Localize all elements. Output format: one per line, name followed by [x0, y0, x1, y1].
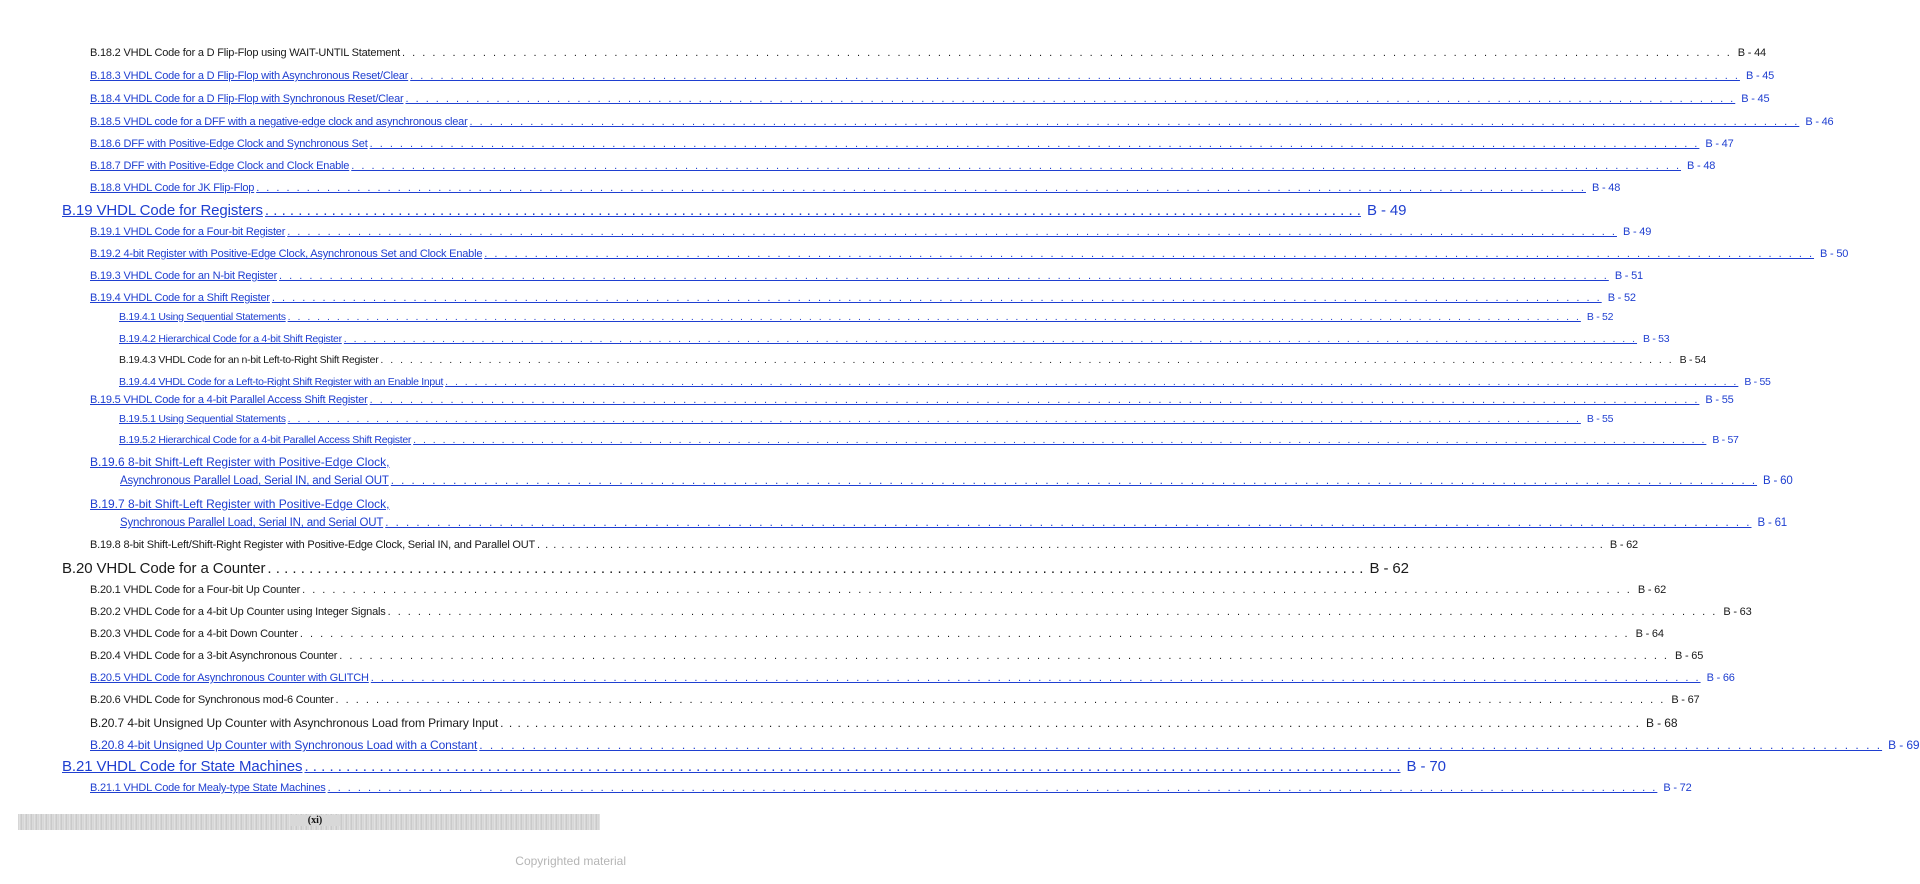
dot-leader — [371, 673, 1701, 684]
dot-leader — [339, 651, 1669, 662]
dot-leader — [288, 414, 1581, 425]
dot-leader — [445, 377, 1738, 388]
toc-entry-title: B.19.8 8-bit Shift-Left/Shift-Right Register with Positive-Edge Clock, Serial IN, and Parallel OUT — [90, 539, 536, 551]
toc-entry-title: B.20.3 VHDL Code for a 4-bit Down Counter — [90, 628, 298, 640]
toc-page-number: B - 48 — [1687, 160, 1716, 172]
toc-page-number: B - 64 — [1635, 628, 1664, 640]
toc-entry-title: B.19.4.3 VHDL Code for an n-bit Left-to-Right Shift Register — [119, 354, 379, 366]
dot-leader — [272, 293, 1602, 304]
dot-leader — [484, 249, 1814, 260]
dot-leader — [288, 312, 1581, 323]
toc-page-number: B - 70 — [1406, 758, 1446, 775]
toc-entry[interactable] — [119, 376, 1771, 388]
toc-entry-title: B.19.4 VHDL Code for a Shift Register — [90, 292, 270, 304]
toc-entry-title: B.19.1 VHDL Code for a Four-bit Register — [90, 226, 286, 238]
dot-leader — [344, 334, 1637, 345]
toc-page-number: B - 51 — [1614, 270, 1643, 282]
toc-entry-title: B.19.3 VHDL Code for an N-bit Register — [90, 270, 278, 282]
toc-entry[interactable] — [120, 475, 1793, 488]
toc-entry-title: B.19.5 VHDL Code for a 4-bit Parallel Access Shift Register — [90, 394, 368, 406]
toc-entry[interactable] — [120, 517, 1787, 530]
dot-leader — [370, 395, 1700, 406]
toc-entry[interactable] — [90, 93, 1770, 105]
toc-entry-title-line[interactable]: B.19.7 8-bit Shift-Left Register with Positive-Edge Clock, — [90, 497, 390, 511]
toc-entry-title: B.20.7 4-bit Unsigned Up Counter with Asynchronous Load from Primary Input — [90, 716, 499, 730]
toc-entry-title: B.18.4 VHDL Code for a D Flip-Flop with Synchronous Reset/Clear — [90, 93, 404, 105]
toc-section-heading[interactable] — [62, 202, 1407, 219]
toc-page-number: B - 60 — [1763, 475, 1793, 487]
toc-entry[interactable] — [90, 270, 1643, 282]
dot-leader — [287, 227, 1617, 238]
toc-entry[interactable] — [90, 138, 1734, 150]
toc-entry[interactable] — [119, 333, 1670, 345]
toc-entry-title: B.20.1 VHDL Code for a Four-bit Up Counter — [90, 584, 301, 596]
toc-entry-title: B.19.2 4-bit Register with Positive-Edge Clock, Asynchronous Set and Clock Enable — [90, 248, 483, 260]
dot-leader — [265, 203, 1361, 218]
dot-leader — [380, 355, 1673, 366]
toc-entry-title: Synchronous Parallel Load, Serial IN, and Serial OUT — [120, 517, 384, 529]
dot-leader — [479, 739, 1882, 751]
toc-entry — [90, 539, 1638, 551]
toc-page-number: B - 54 — [1679, 354, 1706, 366]
toc-page-number: B - 57 — [1712, 434, 1739, 446]
toc-entry — [90, 628, 1664, 640]
toc-page-number: B - 52 — [1607, 292, 1636, 304]
toc-entry-title: B.19.4.4 VHDL Code for a Left-to-Right Shift Register with an Enable Input — [119, 376, 444, 388]
toc-entry-title: B.18.7 DFF with Positive-Edge Clock and Clock Enable — [90, 160, 350, 172]
dot-leader — [402, 48, 1732, 59]
toc-page-number: B - 62 — [1637, 584, 1667, 596]
toc-entry-title: B.19.4.1 Using Sequential Statements — [119, 311, 286, 323]
toc-entry[interactable] — [90, 738, 1920, 752]
toc-entry-title: B.19 VHDL Code for Registers — [62, 202, 263, 219]
dot-leader — [304, 759, 1400, 774]
toc-entry — [90, 606, 1752, 618]
dot-leader — [385, 518, 1751, 530]
toc-entry[interactable] — [90, 782, 1692, 794]
dot-leader — [537, 540, 1604, 551]
toc-entry-title: B.21.1 VHDL Code for Mealy-type State Machines — [90, 782, 326, 794]
dot-leader — [470, 117, 1800, 128]
toc-entry[interactable] — [90, 160, 1716, 172]
toc-page-number: B - 48 — [1591, 182, 1621, 194]
toc-entry-title-line[interactable]: B.19.6 8-bit Shift-Left Register with Positive-Edge Clock, — [90, 455, 390, 469]
footer-page-number: (xi) — [290, 815, 340, 826]
toc-entry-title: B.19.5.1 Using Sequential Statements — [119, 413, 286, 425]
toc-entry[interactable] — [119, 434, 1739, 446]
toc-page-number: B - 44 — [1737, 47, 1766, 59]
toc-entry-title: B.18.2 VHDL Code for a D Flip-Flop using WAIT-UNTIL Statement — [90, 47, 400, 59]
toc-page-number: B - 47 — [1705, 138, 1734, 150]
toc-section-heading[interactable] — [62, 758, 1446, 775]
toc-page-number: B - 66 — [1706, 672, 1735, 684]
toc-page-number: B - 62 — [1369, 560, 1409, 577]
toc-page-number: B - 68 — [1646, 716, 1678, 730]
toc-entry — [90, 694, 1700, 706]
toc-entry[interactable] — [90, 70, 1775, 82]
dot-leader — [405, 94, 1735, 105]
toc-entry[interactable] — [90, 182, 1621, 194]
toc-entry[interactable] — [119, 311, 1614, 323]
dot-leader — [351, 161, 1681, 172]
dot-leader — [500, 717, 1640, 729]
toc-page-number: B - 72 — [1663, 782, 1692, 794]
toc-page-number: B - 63 — [1723, 606, 1752, 618]
dot-leader — [300, 629, 1630, 640]
toc-page-number: B - 46 — [1805, 116, 1834, 128]
toc-page-number: B - 45 — [1741, 93, 1770, 105]
toc-entry[interactable] — [90, 672, 1735, 684]
dot-leader — [267, 561, 1363, 576]
toc-entry — [90, 650, 1704, 662]
toc-page-number: B - 49 — [1622, 226, 1652, 238]
dot-leader — [388, 607, 1718, 618]
dot-leader — [336, 695, 1666, 706]
toc-page-number: B - 49 — [1366, 202, 1407, 219]
toc-page-number: B - 45 — [1745, 70, 1775, 82]
toc-entry — [119, 354, 1706, 366]
toc-entry-title: B.20.6 VHDL Code for Synchronous mod-6 Counter — [90, 694, 334, 706]
toc-entry-title: B.20.2 VHDL Code for a 4-bit Up Counter using Integer Signals — [90, 606, 386, 618]
toc-page-number: B - 55 — [1705, 394, 1734, 406]
toc-entry-title: B.19.4.2 Hierarchical Code for a 4-bit Shift Register — [119, 333, 342, 345]
toc-entry[interactable] — [90, 292, 1636, 304]
toc-entry-title: B.18.8 VHDL Code for JK Flip-Flop — [90, 182, 255, 194]
toc-entry[interactable] — [119, 413, 1614, 425]
toc-page-number: B - 69 — [1888, 738, 1920, 752]
toc-entry-title: B.21 VHDL Code for State Machines — [62, 758, 303, 775]
toc-entry-title: B.20.4 VHDL Code for a 3-bit Asynchronous Counter — [90, 650, 338, 662]
toc-page-number: B - 52 — [1586, 311, 1614, 323]
toc-page-number: B - 61 — [1757, 517, 1787, 529]
toc-page-number: B - 55 — [1744, 376, 1771, 388]
dot-leader — [370, 139, 1700, 150]
toc-entry-title: B.18.5 VHDL code for a DFF with a negative-edge clock and asynchronous clear — [90, 116, 468, 128]
toc-entry-title: B.18.3 VHDL Code for a D Flip-Flop with Asynchronous Reset/Clear — [90, 70, 409, 82]
toc-entry — [90, 584, 1667, 596]
toc-page-number: B - 53 — [1643, 333, 1670, 345]
dot-leader — [256, 183, 1586, 194]
toc-entry-title: B.18.6 DFF with Positive-Edge Clock and Synchronous Set — [90, 138, 368, 150]
toc-entry[interactable] — [90, 116, 1834, 128]
toc-entry-title: Asynchronous Parallel Load, Serial IN, and Serial OUT — [120, 475, 389, 487]
dot-leader — [413, 435, 1706, 446]
toc-section-heading — [62, 560, 1409, 577]
dot-leader — [302, 585, 1632, 596]
toc-entry[interactable] — [90, 226, 1652, 238]
toc-page-number: B - 62 — [1609, 539, 1638, 551]
toc-page-number: B - 55 — [1586, 413, 1614, 425]
dot-leader — [410, 71, 1740, 82]
toc-entry[interactable] — [90, 394, 1734, 406]
toc-page-number: B - 65 — [1675, 650, 1704, 662]
dot-leader — [279, 271, 1609, 282]
dot-leader — [391, 476, 1757, 488]
copyright-watermark: Copyrighted material — [515, 854, 626, 868]
toc-entry-title: B.20 VHDL Code for a Counter — [62, 560, 266, 577]
toc-entry-title: B.19.5.2 Hierarchical Code for a 4-bit Parallel Access Shift Register — [119, 434, 412, 446]
toc-entry — [90, 47, 1766, 59]
toc-entry-title: B.20.8 4-bit Unsigned Up Counter with Synchronous Load with a Constant — [90, 738, 478, 752]
toc-page-number: B - 67 — [1671, 694, 1700, 706]
toc-entry[interactable] — [90, 248, 1849, 260]
toc-entry-title: B.20.5 VHDL Code for Asynchronous Counter with GLITCH — [90, 672, 369, 684]
toc-page-number: B - 50 — [1820, 248, 1849, 260]
toc-entry — [90, 716, 1678, 730]
dot-leader — [328, 783, 1658, 794]
